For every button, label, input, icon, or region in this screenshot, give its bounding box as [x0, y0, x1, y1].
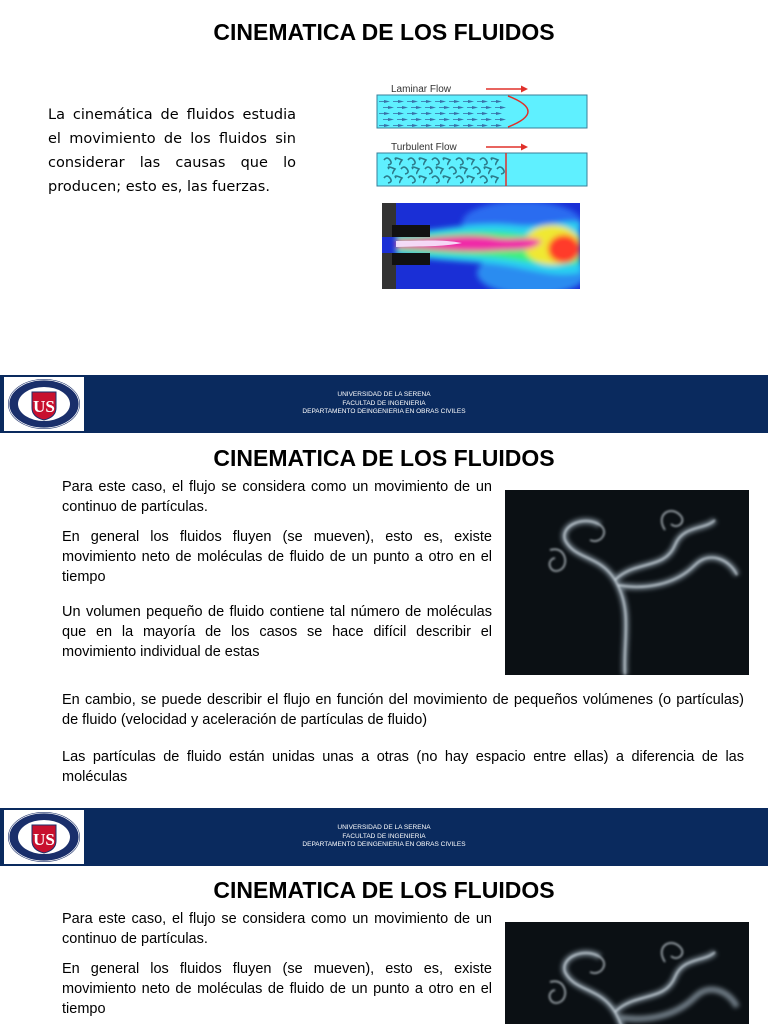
slide-1-title: CINEMATICA DE LOS FLUIDOS: [213, 19, 555, 45]
svg-text:US: US: [33, 397, 55, 416]
slide-2-paragraph-2: En general los fluidos fluyen (se mueven), esto es, existe movimiento neto de moléculas de fluido de un punto a otro en el tiempo: [62, 529, 492, 585]
university-banner-2: [0, 808, 768, 866]
slide-1: [0, 0, 768, 375]
banner-line-faculty: FACULTAD DE INGENIERIA: [342, 832, 426, 840]
slide-2-paragraph-5: Las partículas de fluido están unidas unas a otras (no hay espacio entre ellas) a diferencia de las moléculas: [62, 749, 744, 785]
slide-1-paragraph: La cinemática de fluidos estudia el movimiento de los fluidos sin considerar las causas que lo producen; esto es, las fuerzas.: [48, 107, 296, 195]
university-banner-1: [0, 375, 768, 433]
svg-text:US: US: [33, 830, 55, 849]
banner-line-university: UNIVERSIDAD DE LA SERENA: [337, 391, 431, 398]
banner-text: [0, 824, 768, 850]
banner-line-university: UNIVERSIDAD DE LA SERENA: [337, 824, 431, 831]
laminar-flow-diagram: [376, 82, 588, 130]
turbulent-flow-label: Turbulent Flow: [391, 142, 457, 153]
slide-3-paragraph-1: Para este caso, el flujo se considera como un movimiento de un continuo de partículas.: [62, 911, 492, 947]
banner-line-department: DEPARTAMENTO DEINGENIERIA EN OBRAS CIVILES: [302, 841, 466, 848]
slide-3-title: CINEMATICA DE LOS FLUIDOS: [213, 877, 555, 903]
slide-2-title: CINEMATICA DE LOS FLUIDOS: [213, 445, 555, 471]
smoke-photo: [505, 490, 749, 675]
laminar-flow-label: Laminar Flow: [391, 84, 452, 95]
turbulent-flow-diagram: [376, 140, 588, 188]
banner-line-department: DEPARTAMENTO DEINGENIERIA EN OBRAS CIVILES: [302, 408, 466, 415]
banner-line-faculty: FACULTAD DE INGENIERIA: [342, 399, 426, 407]
smoke-photo-partial: [505, 922, 749, 1024]
slide-3-paragraph-2: En general los fluidos fluyen (se mueven), esto es, existe movimiento neto de moléculas de fluido de un punto a otro en el tiempo: [62, 961, 492, 1017]
turbulent-jet-heatmap: [382, 203, 580, 289]
slide-2-paragraph-1: Para este caso, el flujo se considera como un movimiento de un continuo de partículas.: [62, 479, 492, 515]
slide-2-paragraph-3: Un volumen pequeño de fluido contiene tal número de moléculas que en la mayoría de los casos se hace difícil describir el movimiento individual de estas: [62, 604, 492, 660]
banner-text: [0, 391, 768, 417]
slide-2-paragraph-4: En cambio, se puede describir el flujo en función del movimiento de pequeños volúmenes (o partículas) de fluido (velocidad y aceleración de partículas de fluido): [62, 692, 744, 728]
